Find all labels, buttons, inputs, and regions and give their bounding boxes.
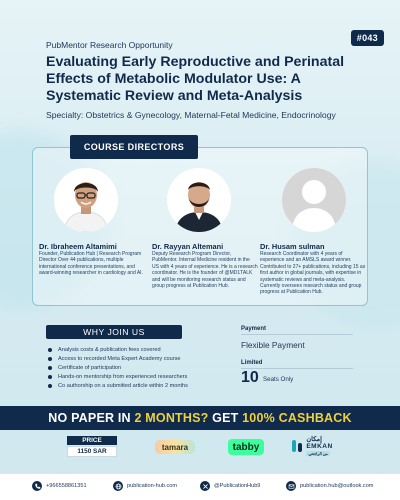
director-bio-3: Research Coordinator with 4 years of experience and an AMSLS award winner. Contributed to 27+ publications, including 15 as first author in global journals, with expertise in systematic reviews and meta-analysis. Currently oversees research status and group progress at Publication Hub. bbox=[260, 251, 366, 296]
benefit-text: Analysis costs & publication fees covered bbox=[58, 346, 161, 353]
director-name-3: Dr. Husam sulman bbox=[260, 242, 325, 251]
bullet-icon bbox=[48, 348, 52, 352]
person-avatar-icon bbox=[54, 168, 118, 232]
price-value: 1150 SAR bbox=[67, 446, 117, 457]
list-item bbox=[48, 345, 188, 354]
bullet-icon bbox=[48, 384, 52, 388]
seats-text: Seats Only bbox=[263, 376, 294, 383]
issue-badge: #043 bbox=[351, 30, 384, 46]
cashback-banner bbox=[0, 406, 400, 430]
bullet-icon bbox=[48, 366, 52, 370]
tabby-logo: tabby bbox=[228, 439, 264, 455]
page-title: Evaluating Early Reproductive and Perinatal Effects of Metabolic Modulator Use: A Systematic Review and Meta-Analysis bbox=[46, 54, 345, 104]
payment-divider bbox=[241, 334, 353, 335]
payment-label: Payment bbox=[241, 326, 267, 332]
director-name-1: Dr. Ibraheem Altamimi bbox=[39, 242, 117, 251]
benefit-text: Hands-on mentorship from experienced researchers bbox=[58, 373, 188, 380]
list-item bbox=[48, 354, 188, 363]
director-bio-1: Founder, Publication Hub | Research Program Director Over 44 publications, multiple international conference presentations, and award-winning researcher in cardiology and AI. bbox=[39, 251, 143, 277]
benefit-text: Co authorship on a submitted article within 2 months bbox=[58, 382, 188, 389]
list-item bbox=[48, 363, 188, 372]
footer-email[interactable] bbox=[286, 481, 373, 491]
footer-phone[interactable] bbox=[32, 481, 87, 491]
emkan-subtitle: من الراجحي bbox=[308, 452, 328, 456]
emkan-english: EMKAN bbox=[306, 443, 333, 450]
director-bio-2: Deputy Research Program Director, PubMentor. Internal Medicine resident in the US with 4 years of experience. He is a research coordinator. He is the founder of @MD1TALK and will be monitoring research status and group progress at Publication Hub. bbox=[152, 251, 258, 290]
email-text: publication.hub@outlook.com bbox=[300, 483, 374, 489]
benefit-text: Certificate of participation bbox=[58, 364, 122, 371]
director-photo-1 bbox=[54, 168, 118, 232]
banner-highlight: 2 MONTHS? bbox=[134, 411, 209, 425]
director-photo-2 bbox=[167, 168, 231, 232]
bullet-icon bbox=[48, 357, 52, 361]
payment-value: Flexible Payment bbox=[241, 340, 305, 350]
phone-icon bbox=[32, 481, 42, 491]
placeholder-avatar-icon bbox=[282, 168, 346, 232]
director-photo-3 bbox=[282, 168, 346, 232]
email-icon bbox=[286, 481, 296, 491]
globe-icon bbox=[113, 481, 123, 491]
list-item bbox=[48, 372, 188, 381]
tamara-logo: tamara bbox=[155, 440, 195, 454]
benefit-text: Access to recorded Meta Expert Academy course bbox=[58, 355, 181, 362]
phone-text: +966558861351 bbox=[46, 483, 87, 489]
why-join-title: WHY JOIN US bbox=[46, 325, 182, 339]
specialty-text: Specialty: Obstetrics & Gynecology, Maternal-Fetal Medicine, Endocrinology bbox=[46, 110, 336, 120]
list-item bbox=[48, 381, 188, 390]
emkan-logo bbox=[288, 434, 336, 458]
seats-count: 10 bbox=[241, 369, 259, 386]
limited-label: Limited bbox=[241, 360, 263, 366]
eyebrow-text: PubMentor Research Opportunity bbox=[46, 40, 173, 50]
footer-social[interactable] bbox=[200, 481, 260, 491]
emkan-arabic: إمكان bbox=[306, 436, 322, 443]
person-avatar-icon bbox=[167, 168, 231, 232]
price-label: PRICE bbox=[67, 436, 117, 445]
social-icon bbox=[200, 481, 210, 491]
footer-website[interactable] bbox=[113, 481, 177, 491]
emkan-mark-icon bbox=[291, 439, 303, 453]
bullet-icon bbox=[48, 375, 52, 379]
director-name-2: Dr. Rayyan Altemani bbox=[152, 242, 224, 251]
social-text: @PublicationHub9 bbox=[214, 483, 261, 489]
benefits-list bbox=[48, 345, 188, 390]
banner-text: GET bbox=[208, 411, 243, 425]
website-text: publication-hub.com bbox=[127, 483, 178, 489]
banner-text: NO PAPER IN bbox=[48, 411, 135, 425]
directors-section-title: COURSE DIRECTORS bbox=[70, 135, 198, 159]
banner-highlight: 100% CASHBACK bbox=[242, 411, 352, 425]
